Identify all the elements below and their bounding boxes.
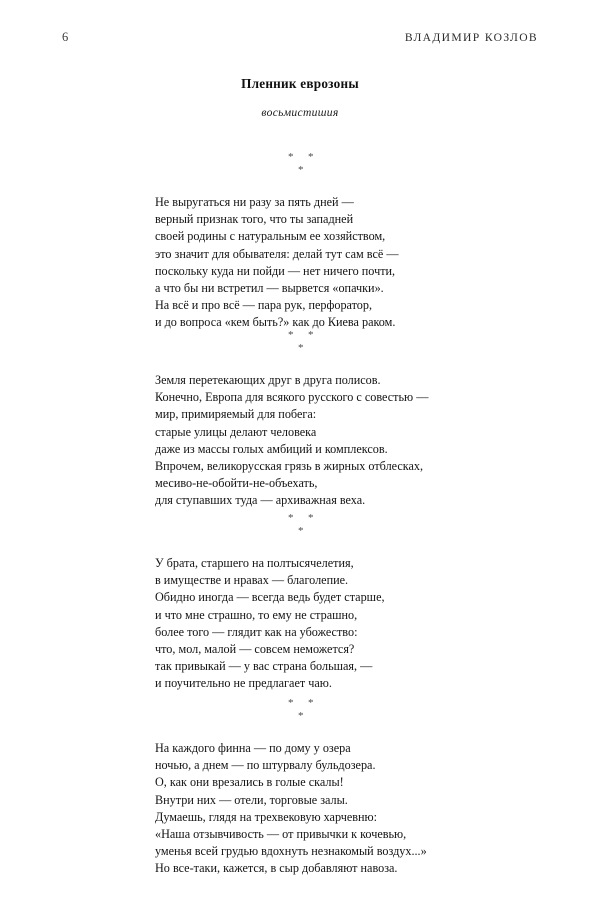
poem-line: поскольку куда ни пойди — нет ничего почти, — [155, 263, 396, 278]
poem-line: Не выругаться ни разу за пять дней — — [155, 195, 354, 209]
poem-line: в имуществе и нравах — благолепие. — [155, 573, 349, 588]
poem-line: уменья всей грудью вдохнуть незнакомый воздух...» — [155, 844, 427, 859]
running-head — [62, 30, 538, 48]
poem-line: старые улицы делают человека — [155, 424, 317, 439]
poem-line: На каждого финна — по дому у озера — [155, 741, 351, 755]
poem-line: «Наша отзывчивость — от привычки к кочевью, — [155, 827, 407, 842]
poem-stanza — [155, 555, 600, 693]
asterisk-separator — [0, 696, 600, 726]
page-number: 6 — [62, 30, 69, 44]
poem-line: ночью, а днем — по штурвалу бульдозера. — [155, 758, 376, 773]
poem-line: У брата, старшего на полтысячелетия, — [155, 556, 354, 570]
poem-line: На всё и про всё — пара рук, перфоратор, — [155, 298, 373, 313]
poem-line: мир, примиряемый для побега: — [155, 407, 317, 422]
poem-line: своей родины с натуральным ее хозяйством, — [155, 229, 386, 244]
poem-line: а что бы ни встретил — вырвется «опачки». — [155, 281, 384, 296]
asterisk-icon: * — [288, 512, 294, 524]
asterisk-separator — [0, 328, 600, 358]
asterisk-icon: * — [308, 512, 314, 524]
poem-stanza — [155, 740, 600, 878]
asterisk-icon: * — [288, 151, 294, 163]
page-title: Пленник еврозоны — [241, 76, 359, 91]
poem-block — [0, 328, 600, 510]
poem-line: О, как они врезались в голые скалы! — [155, 775, 344, 790]
asterisk-icon: * — [298, 342, 304, 354]
poem-line: Думаешь, глядя на трехвековую харчевню: — [155, 809, 378, 824]
poem-line: Земля перетекающих друг в друга полисов. — [155, 373, 381, 387]
asterisk-icon: * — [288, 697, 294, 709]
poem-block — [0, 511, 600, 693]
poem-line: это значит для обывателя: делай тут сам всё — — [155, 246, 399, 261]
poem-line: даже из массы голых амбиций и комплексов. — [155, 441, 388, 456]
poem-line: и что мне страшно, то ему не страшно, — [155, 607, 358, 622]
poem-line: и до вопроса «кем быть?» как до Киева раком. — [155, 315, 396, 330]
poem-line: что, мол, малой — совсем неможется? — [155, 642, 355, 657]
poem-line: верный признак того, что ты западней — [155, 212, 354, 227]
asterisk-icon: * — [288, 329, 294, 341]
running-head-author: ВЛАДИМИР КОЗЛОВ — [404, 31, 538, 44]
poem-line: для ступавших туда — архиважная веха. — [155, 493, 366, 508]
asterisk-icon: * — [308, 151, 314, 163]
asterisk-icon: * — [298, 710, 304, 722]
poem-block — [0, 150, 600, 332]
page-subtitle: восьмистишия — [261, 106, 339, 119]
poem-line: Впрочем, великорусская грязь в жирных отблесках, — [155, 459, 424, 474]
poem-block — [0, 696, 600, 878]
poem-line: Конечно, Европа для всякого русского с совестью — — [155, 390, 429, 405]
poem-line: Внутри них — отели, торговые залы. — [155, 792, 348, 807]
poem-line: более того — глядит как на убожество: — [155, 624, 358, 639]
asterisk-icon: * — [298, 525, 304, 537]
poem-line: и поучительно не предлагает чаю. — [155, 676, 332, 691]
asterisk-icon: * — [308, 697, 314, 709]
poem-line: так привыкай — у вас страна большая, — — [155, 659, 373, 674]
asterisk-separator — [0, 511, 600, 541]
poem-line: Но все-таки, кажется, в сыр добавляют навоза. — [155, 861, 398, 876]
poem-line: месиво-не-обойти-не-объехать, — [155, 476, 318, 491]
poem-stanza — [155, 194, 600, 332]
poem-line: Обидно иногда — всегда ведь будет старше, — [155, 590, 385, 605]
poem-stanza — [155, 372, 600, 510]
asterisk-icon: * — [298, 164, 304, 176]
asterisk-icon: * — [308, 329, 314, 341]
asterisk-separator — [0, 150, 600, 180]
